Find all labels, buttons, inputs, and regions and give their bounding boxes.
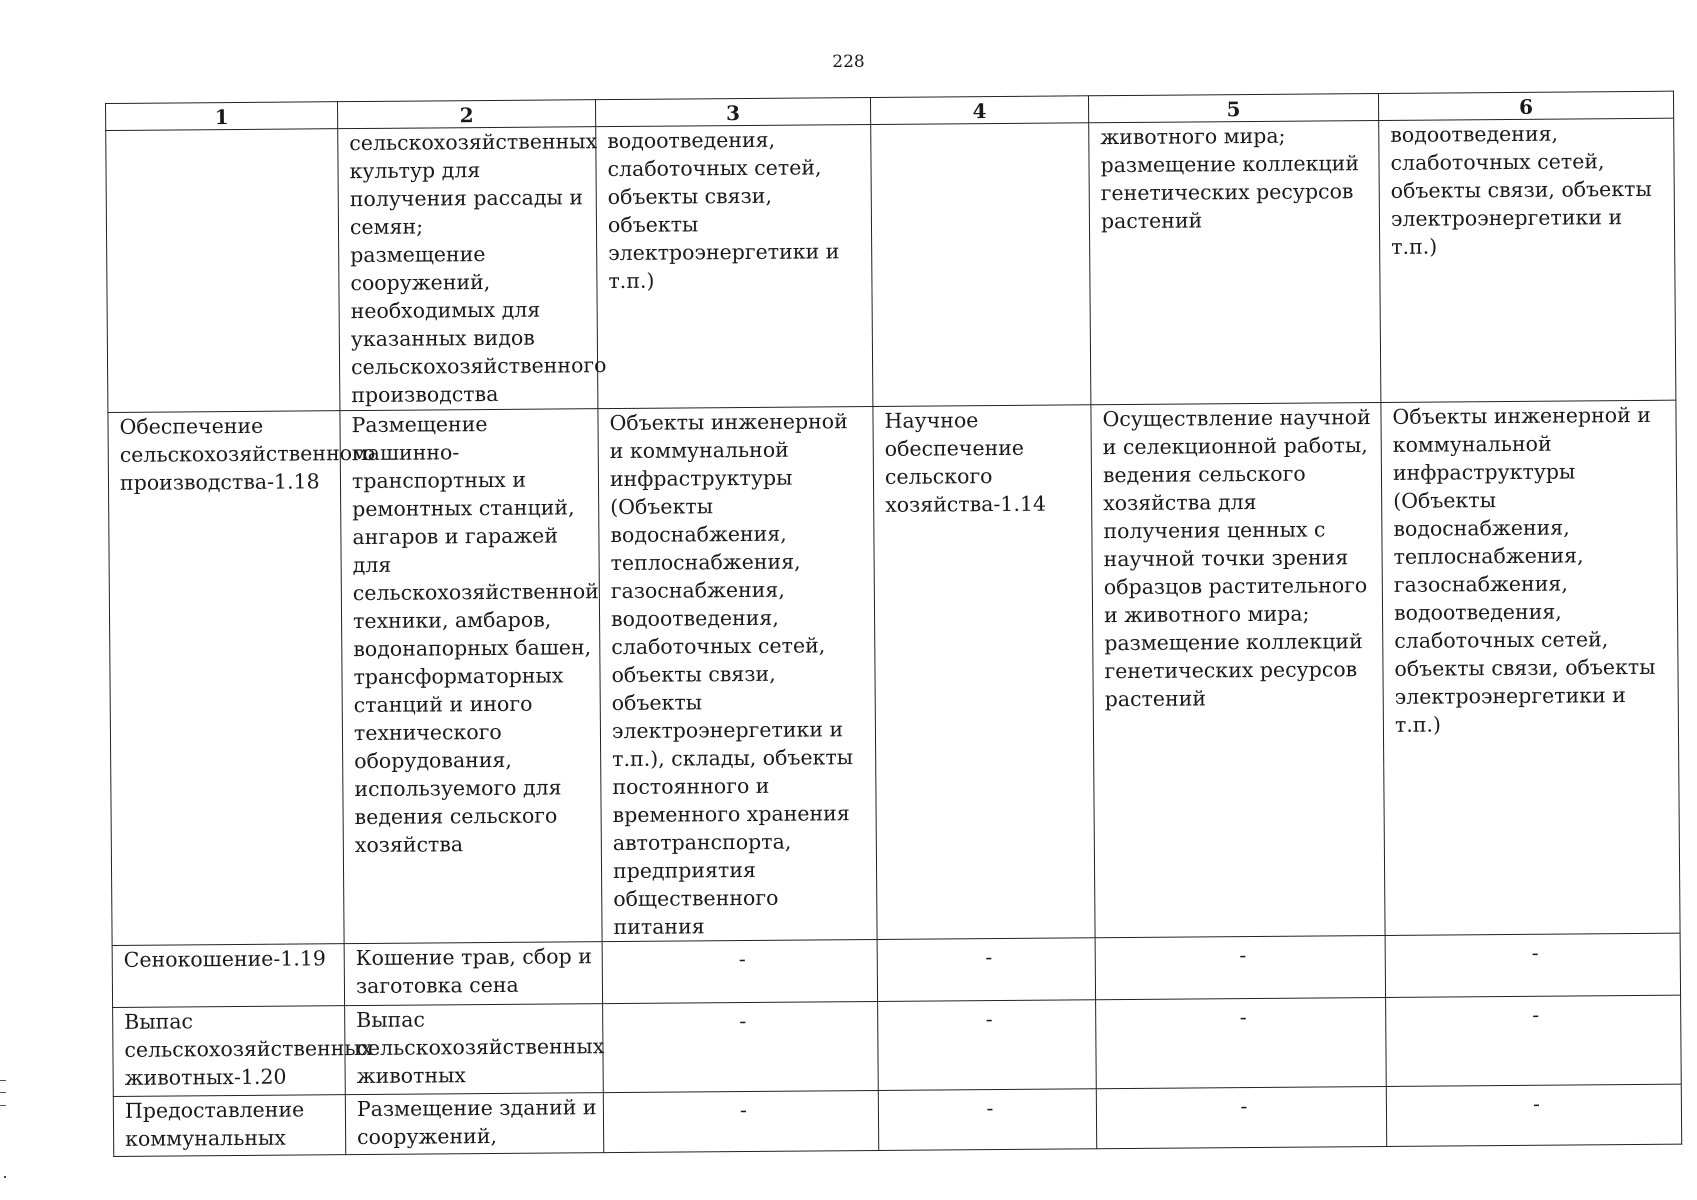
- table-cell: водоотведения, слаботочных сетей, объекты связи, объекты электроэнергетики и т.п.): [1379, 118, 1676, 402]
- column-header-2: 2: [337, 100, 595, 129]
- table-cell: -: [602, 939, 877, 1003]
- table-cell: Объекты инженерной и коммунальной инфраструктуры (Объекты водоснабжения, теплоснабжения, газоснабжения, водоотведения, слаботочных сетей, объекты связи, объекты электроэнергетики и т.п.): [1381, 400, 1680, 935]
- table-cell: Выпас сельскохозяйственных животных: [345, 1004, 604, 1095]
- table-cell: [106, 129, 340, 413]
- margin-scan-dot: [4, 1176, 6, 1178]
- column-header-6: 6: [1378, 91, 1673, 120]
- table-cell: Сенокошение-1.19: [112, 944, 344, 1008]
- table-cell: -: [1096, 1086, 1386, 1148]
- table-cell: -: [878, 1089, 1096, 1151]
- table-cell: Размещение машинно-транспортных и ремонтных станций, ангаров и гаражей для сельскохозяйственной техники, амбаров, водонапорных башен, трансформаторных станций и иного технического оборудования, используемого для ведения сельского хозяйства: [340, 409, 602, 944]
- column-header-4: 4: [870, 96, 1088, 125]
- page-number: 228: [832, 52, 865, 72]
- table-cell: Размещение зданий и сооружений,: [345, 1093, 603, 1155]
- table-cell: Объекты инженерной и коммунальной инфраструктуры (Объекты водоснабжения, теплоснабжения, газоснабжения, водоотведения, слаботочных сетей, объекты связи, объекты электроэнергетики и т.п.), склады, объекты постоянного и временного хранения автотранспорта, предприятия общественного питания: [598, 406, 877, 941]
- table-cell: -: [603, 1001, 879, 1092]
- table-cell: животного мира; размещение коллекций генетических ресурсов растений: [1089, 120, 1381, 404]
- margin-scan-marks: [0, 1080, 6, 1106]
- table-cell: Научное обеспечение сельского хозяйства-1.14: [873, 405, 1095, 940]
- table-cell: -: [1095, 935, 1385, 999]
- table-cell: сельскохозяйственных культур для получения рассады и семян; размещение сооружений, необходимых для указанных видов сельскохозяйственного производства: [338, 127, 598, 411]
- table-cell: Обеспечение сельскохозяйственного производства-1.18: [108, 411, 344, 946]
- table-cell: -: [878, 1000, 1097, 1091]
- table-row: [106, 118, 1676, 412]
- table-cell: -: [1386, 1084, 1681, 1146]
- column-header-3: 3: [595, 97, 870, 126]
- table-cell: Кошение трав, сбор и заготовка сена: [344, 942, 602, 1006]
- table-cell: -: [1096, 997, 1387, 1088]
- table-cell: -: [1386, 995, 1682, 1086]
- table-cell: -: [877, 938, 1095, 1002]
- column-header-1: 1: [106, 102, 338, 131]
- table-cell: -: [1385, 933, 1680, 997]
- table-row: [113, 995, 1682, 1096]
- table-row: [113, 1084, 1681, 1156]
- table-cell: водоотведения, слаботочных сетей, объекты связи, объекты электроэнергетики и т.п.): [596, 124, 873, 408]
- land-use-table: [105, 91, 1682, 1157]
- table-row: [108, 400, 1680, 945]
- table-cell: Осуществление научной и селекционной работы, ведения сельского хозяйства для получения ценных с научной точки зрения образцов растительного и животного мира; размещение коллекций генетических ресурсов растений: [1091, 402, 1385, 937]
- column-header-5: 5: [1088, 93, 1378, 122]
- table-cell: [871, 123, 1091, 407]
- table-cell: Выпас сельскохозяйственных животных-1.20: [113, 1006, 346, 1097]
- table-cell: Предоставление коммунальных: [113, 1095, 345, 1157]
- table-cell: -: [603, 1090, 878, 1152]
